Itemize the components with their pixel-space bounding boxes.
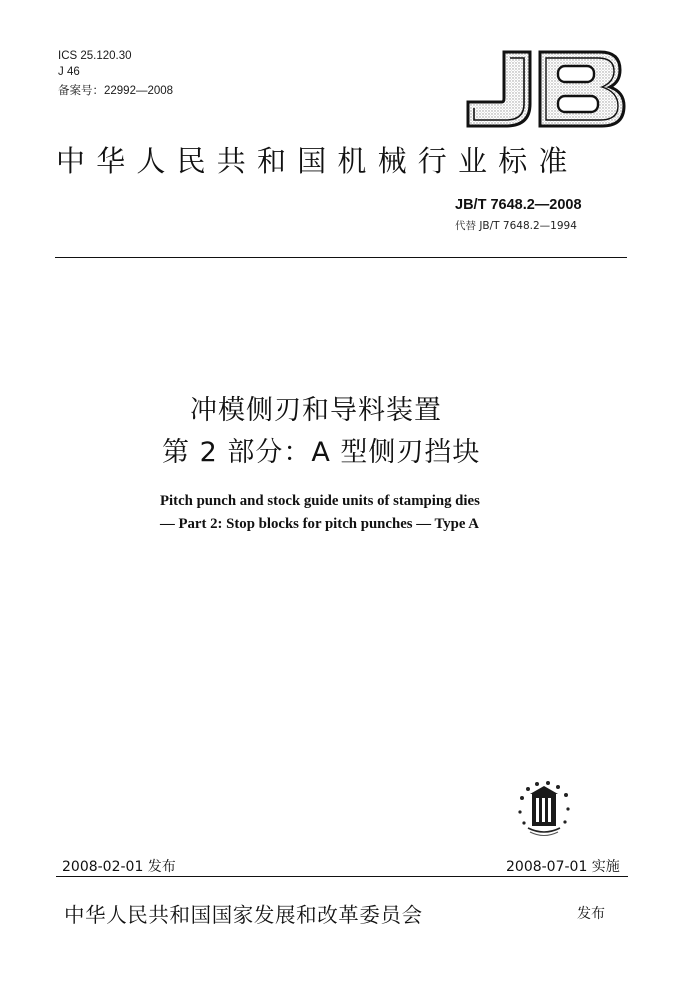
standard-replaces: 代替 JB/T 7648.2—1994 bbox=[455, 220, 577, 232]
class-code: J 46 bbox=[58, 66, 80, 78]
record-number: 备案号：22992—2008 bbox=[58, 85, 174, 97]
issuer-name: 中华人民共和国国家发展和改革委员会 bbox=[64, 903, 423, 927]
organization-title: 中华人民共和国机械行业标准 bbox=[56, 144, 579, 178]
standard-number: JB/T 7648.2—2008 bbox=[455, 197, 582, 213]
issue-date: 2008-02-01 发布 bbox=[62, 859, 176, 875]
title-cn-line1: 冲模侧刃和导料装置 bbox=[190, 395, 442, 426]
ics-code: ICS 25.120.30 bbox=[58, 50, 132, 62]
implementation-date: 2008-07-01 实施 bbox=[506, 859, 620, 875]
header-divider bbox=[55, 257, 627, 258]
title-en-line2: — Part 2: Stop blocks for pitch punches — Type A bbox=[160, 516, 479, 532]
footer-divider bbox=[56, 876, 628, 877]
issuer-action: 发布 bbox=[577, 906, 605, 922]
title-cn-line2: 第 2 部分：A 型侧刃挡块 bbox=[162, 437, 481, 468]
publisher-emblem-icon bbox=[510, 778, 578, 840]
title-en-line1: Pitch punch and stock guide units of stamping dies bbox=[160, 493, 480, 509]
jb-logo bbox=[458, 44, 638, 134]
